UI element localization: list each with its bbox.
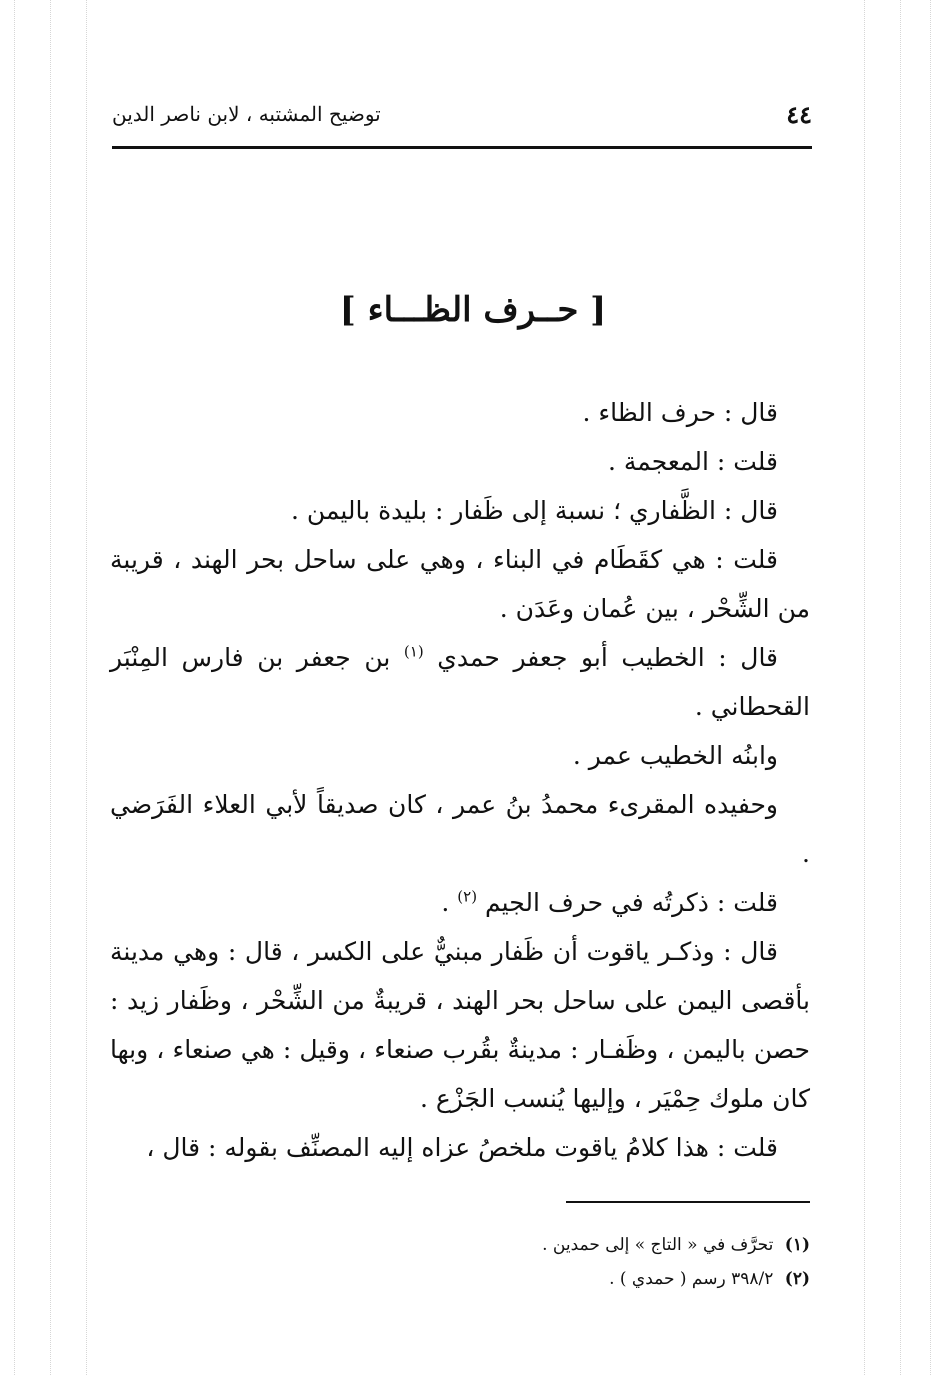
scan-guide-line <box>930 0 931 1375</box>
footnote-text: ٣٩٨/٢ رسم ( حمدي ) . <box>609 1269 774 1289</box>
paragraph-text: بن جعفر بن فارس المِنْبَر القحطاني . <box>110 643 810 721</box>
paragraph: قال : حرف الظاء . <box>582 398 778 427</box>
paragraph: قال : وذكـر ياقوت أن ظَفار مبنيٌّ على الكسر ، قال : وهي مدينة بأقصى اليمن على ساحل بحر الهند ، قريبةٌ من الشِّحْر ، وظَفار زيد : حصن باليمن ، وظَفـار : مدينةٌ بقُرب صنعاء ، وقيل : هي صنعاء ، وبها كان ملوك حِمْيَر ، وإليها يُنسب الجَزْع . <box>110 937 810 1113</box>
footnote-number: (٢) <box>784 1269 810 1289</box>
footnote-reference: (١) <box>403 642 424 661</box>
paragraph: وابنُه الخطيب عمر . <box>572 741 778 770</box>
footnote-number: (١) <box>784 1235 810 1255</box>
page-header <box>112 96 812 136</box>
scan-guide-line <box>86 0 87 1375</box>
scan-guide-line <box>50 0 51 1375</box>
paragraph <box>110 633 810 731</box>
paragraph: قلت : المعجمة . <box>607 447 778 476</box>
running-title: توضيح المشتبه ، لابن ناصر الدين <box>112 102 381 126</box>
footnote-reference: (٢) <box>457 887 478 906</box>
header-rule <box>112 146 812 149</box>
paragraph: قلت : هي كقَطَام في البناء ، وهي على ساحل بحر الهند ، قريبة من الشِّحْر ، بين عُمان وعَدَن . <box>110 545 810 623</box>
paragraph: وحفيده المقرىء محمدُ بنُ عمر ، كان صديقاً لأبي العلاء الفَرَضي . <box>110 790 810 868</box>
paragraph-text: . <box>441 888 450 917</box>
footnote-text: تحرَّف في « التاج » إلى حمدين . <box>542 1235 774 1255</box>
paragraph <box>110 878 810 927</box>
paragraph-text: قلت : ذكرتُه في حرف الجيم <box>485 888 778 917</box>
scan-guide-line <box>900 0 901 1375</box>
paragraph-text: قال : الخطيب أبو جعفر حمدي <box>437 643 779 672</box>
paragraph: قال : الظَّفاري ؛ نسبة إلى ظَفار : بليدة باليمن . <box>291 496 778 525</box>
footnote <box>300 1262 810 1296</box>
paragraph: قلت : هذا كلامُ ياقوت ملخصُ عزاه إليه المصنِّف بقوله : قال ، <box>146 1133 778 1162</box>
scan-guide-line <box>14 0 15 1375</box>
footnote-separator <box>566 1201 810 1203</box>
chapter-title: [ حــرف الظـــاء ] <box>339 290 607 330</box>
footnote <box>300 1228 810 1262</box>
footnotes <box>300 1228 810 1296</box>
page-number: ٤٤ <box>786 100 812 129</box>
body-text <box>110 388 810 1172</box>
scan-guide-line <box>864 0 865 1375</box>
